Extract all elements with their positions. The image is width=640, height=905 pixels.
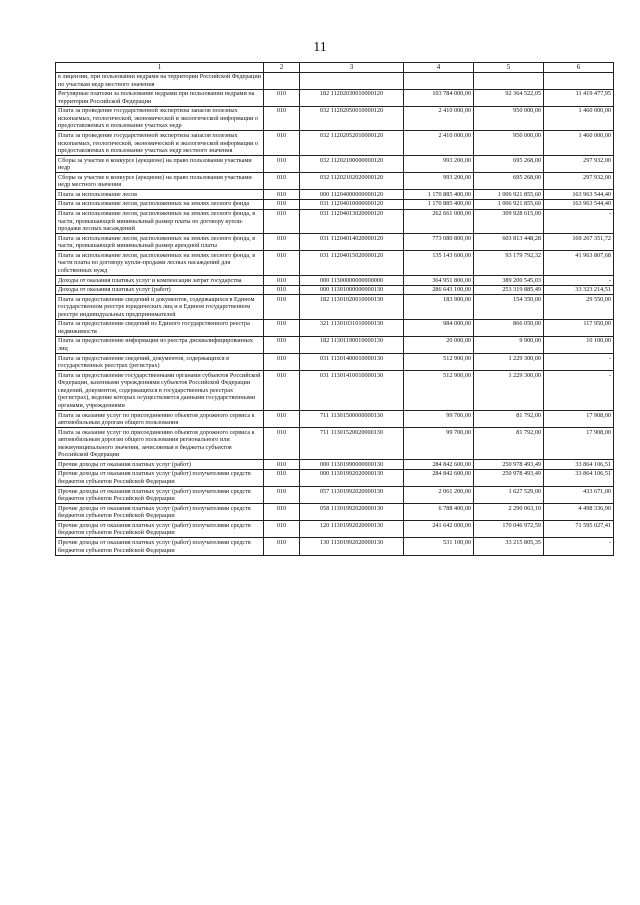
table-row	[56, 190, 614, 200]
table-row	[56, 428, 614, 460]
row-approved-cell: 99 700,00	[404, 428, 474, 460]
table-row	[56, 251, 614, 276]
row-line-code-cell: 010	[264, 295, 300, 320]
row-budget-code-cell: 182 11202030010000120	[300, 89, 404, 106]
row-line-code-cell: 010	[264, 106, 300, 131]
row-approved-cell: 2 061 200,00	[404, 487, 474, 504]
row-line-code-cell: 010	[264, 173, 300, 190]
row-unexecuted-cell: 71 595 027,41	[544, 521, 614, 538]
row-budget-code-cell: 182 11301020010000130	[300, 295, 404, 320]
row-name-cell: Доходы от оказания платных услуг и компенсации затрат государства	[56, 276, 264, 286]
row-approved-cell: 20 000,00	[404, 336, 474, 353]
row-budget-code-cell: 032 11202050010000120	[300, 106, 404, 131]
row-budget-code-cell: 130 11301992020000130	[300, 538, 404, 555]
row-name-cell: Сборы за участие в конкурсе (аукционе) на право пользования участками недр местного значения	[56, 173, 264, 190]
row-approved-cell: 183 900,00	[404, 295, 474, 320]
row-line-code-cell: 010	[264, 251, 300, 276]
row-name-cell: Плата за предоставление информации из реестра дисквалифицированных лиц	[56, 336, 264, 353]
row-name-cell: в лицензии, при пользовании недрами на территории Российской Федерации по участкам недр местного значения	[56, 72, 264, 89]
row-line-code-cell: 010	[264, 521, 300, 538]
row-unexecuted-cell: 33 864 106,51	[544, 469, 614, 486]
row-approved-cell: 512 900,00	[404, 371, 474, 411]
table-row	[56, 319, 614, 336]
row-budget-code-cell: 182 11301190010000130	[300, 336, 404, 353]
row-name-cell: Прочие доходы от оказания платных услуг (работ) получателями средств бюджетов субъектов Российской Федерации	[56, 487, 264, 504]
row-budget-code-cell: 031 11204014020000120	[300, 234, 404, 251]
row-name-cell: Плата за предоставление сведений из Единого государственного реестра недвижимости	[56, 319, 264, 336]
row-unexecuted-cell: 11 419 477,95	[544, 89, 614, 106]
row-approved-cell	[404, 72, 474, 89]
row-executed-cell: 1 229 300,00	[474, 371, 544, 411]
row-executed-cell: 33 215 805,35	[474, 538, 544, 555]
row-name-cell: Плата за использование лесов, расположенных на землях лесного фонда, в части платы по договору купли-продажи лесных насаждений для собственных нужд	[56, 251, 264, 276]
table-row	[56, 173, 614, 190]
table-row	[56, 371, 614, 411]
row-approved-cell: 2 410 000,00	[404, 106, 474, 131]
row-budget-code-cell: 321 11301031010000130	[300, 319, 404, 336]
row-name-cell: Плата за оказание услуг по присоединению объектов дорожного сервиса к автомобильным дорогам общего пользования	[56, 411, 264, 428]
row-name-cell: Плата за предоставление сведений, документов, содержащихся в государственных реестрах (регистрах)	[56, 354, 264, 371]
table-row	[56, 199, 614, 209]
row-line-code-cell: 010	[264, 460, 300, 470]
row-name-cell: Прочие доходы от оказания платных услуг (работ) получателями средств бюджетов субъектов Российской Федерации	[56, 538, 264, 555]
row-approved-cell: 512 900,00	[404, 354, 474, 371]
row-budget-code-cell: 057 11301992020000130	[300, 487, 404, 504]
table-row	[56, 336, 614, 353]
row-approved-cell: 135 143 600,00	[404, 251, 474, 276]
row-unexecuted-cell: 163 963 544,40	[544, 190, 614, 200]
row-executed-cell: 1 006 921 855,60	[474, 190, 544, 200]
row-budget-code-cell: 032 11202052010000120	[300, 131, 404, 156]
table-row	[56, 354, 614, 371]
row-approved-cell: 531 100,00	[404, 538, 474, 555]
table-row	[56, 234, 614, 251]
row-unexecuted-cell: 297 932,00	[544, 156, 614, 173]
row-executed-cell: 154 350,00	[474, 295, 544, 320]
row-approved-cell: 103 784 000,00	[404, 89, 474, 106]
row-approved-cell: 284 842 600,00	[404, 469, 474, 486]
table-row	[56, 285, 614, 295]
row-name-cell: Плата за проведение государственной экспертизы запасов полезных ископаемых, геологической, экономической и экологической информации о предоставляемых в пользование участках недр	[56, 106, 264, 131]
row-line-code-cell: 010	[264, 190, 300, 200]
row-executed-cell: 950 000,00	[474, 131, 544, 156]
row-executed-cell: 1 229 300,00	[474, 354, 544, 371]
row-unexecuted-cell: 163 963 544,40	[544, 199, 614, 209]
row-name-cell: Прочие доходы от оказания платных услуг (работ) получателями средств бюджетов субъектов Российской Федерации	[56, 521, 264, 538]
row-executed-cell: 2 290 063,10	[474, 504, 544, 521]
row-unexecuted-cell: -	[544, 538, 614, 555]
table-row	[56, 89, 614, 106]
row-executed-cell: 695 268,00	[474, 156, 544, 173]
row-approved-cell: 1 170 885 400,00	[404, 199, 474, 209]
column-header: 2	[264, 63, 300, 73]
row-budget-code-cell: 000 11301000000000130	[300, 285, 404, 295]
row-approved-cell: 284 842 600,00	[404, 460, 474, 470]
column-header: 4	[404, 63, 474, 73]
row-name-cell: Сборы за участие в конкурсе (аукционе) на право пользования участками недр	[56, 156, 264, 173]
row-approved-cell: 993 200,00	[404, 173, 474, 190]
row-line-code-cell: 010	[264, 487, 300, 504]
column-header: 3	[300, 63, 404, 73]
row-executed-cell: 250 978 493,49	[474, 469, 544, 486]
row-executed-cell: 950 000,00	[474, 106, 544, 131]
row-budget-code-cell: 031 11204013020000120	[300, 209, 404, 234]
row-name-cell: Прочие доходы от оказания платных услуг (работ) получателями средств бюджетов субъектов Российской Федерации	[56, 469, 264, 486]
table-row	[56, 131, 614, 156]
column-header: 1	[56, 63, 264, 73]
row-line-code-cell: 010	[264, 89, 300, 106]
row-line-code-cell: 010	[264, 354, 300, 371]
table-header-row	[56, 63, 614, 73]
row-budget-code-cell: 000 11300000000000000	[300, 276, 404, 286]
column-header: 6	[544, 63, 614, 73]
row-approved-cell: 262 661 000,00	[404, 209, 474, 234]
row-unexecuted-cell: 169 267 351,72	[544, 234, 614, 251]
row-name-cell: Прочие доходы от оказания платных услуг (работ) получателями средств бюджетов субъектов Российской Федерации	[56, 504, 264, 521]
row-executed-cell: 1 006 921 855,60	[474, 199, 544, 209]
row-executed-cell: 81 792,00	[474, 411, 544, 428]
table-row	[56, 538, 614, 555]
row-approved-cell: 286 643 100,00	[404, 285, 474, 295]
row-approved-cell: 2 410 000,00	[404, 131, 474, 156]
row-line-code-cell: 010	[264, 411, 300, 428]
row-unexecuted-cell: -	[544, 276, 614, 286]
row-budget-code-cell: 120 11301992020000130	[300, 521, 404, 538]
row-line-code-cell: 010	[264, 538, 300, 555]
row-budget-code-cell: 000 11301990000000130	[300, 460, 404, 470]
row-approved-cell: 364 951 800,00	[404, 276, 474, 286]
row-budget-code-cell: 031 11204010000000120	[300, 199, 404, 209]
row-budget-code-cell: 000 11204000000000120	[300, 190, 404, 200]
row-approved-cell: 773 080 800,00	[404, 234, 474, 251]
row-line-code-cell: 010	[264, 234, 300, 251]
row-line-code-cell: 010	[264, 131, 300, 156]
row-unexecuted-cell: 1 460 000,00	[544, 106, 614, 131]
row-line-code-cell: 010	[264, 276, 300, 286]
row-line-code-cell: 010	[264, 209, 300, 234]
row-executed-cell	[474, 72, 544, 89]
row-executed-cell: 603 813 448,28	[474, 234, 544, 251]
row-unexecuted-cell: -	[544, 209, 614, 234]
table-row	[56, 504, 614, 521]
row-line-code-cell: 010	[264, 504, 300, 521]
row-unexecuted-cell: -	[544, 354, 614, 371]
row-approved-cell: 984 000,00	[404, 319, 474, 336]
table-row	[56, 460, 614, 470]
table-row	[56, 469, 614, 486]
row-executed-cell: 93 179 792,32	[474, 251, 544, 276]
row-line-code-cell: 010	[264, 469, 300, 486]
row-name-cell: Регулярные платежи за пользование недрами при пользовании недрами на территории Российской Федерации	[56, 89, 264, 106]
row-approved-cell: 241 642 000,00	[404, 521, 474, 538]
row-unexecuted-cell: 117 950,00	[544, 319, 614, 336]
row-unexecuted-cell: 297 932,00	[544, 173, 614, 190]
row-name-cell: Плата за предоставление государственными органами субъектов Российской Федерации, казенными учреждениями субъектов Российской Федерации сведений, документов, содержащихся в государственных реестрах (регистрах), ведение которых осуществляется данными государственными органами, учреждениями	[56, 371, 264, 411]
row-budget-code-cell: 031 11301400010000130	[300, 354, 404, 371]
row-approved-cell: 1 170 885 400,00	[404, 190, 474, 200]
row-budget-code-cell: 711 11301520020000130	[300, 428, 404, 460]
row-executed-cell: 170 046 972,59	[474, 521, 544, 538]
row-line-code-cell: 010	[264, 285, 300, 295]
row-line-code-cell: 010	[264, 319, 300, 336]
row-budget-code-cell: 031 11301410010000130	[300, 371, 404, 411]
row-name-cell: Плата за использование лесов	[56, 190, 264, 200]
row-executed-cell: 389 200 545,03	[474, 276, 544, 286]
row-unexecuted-cell: 33 864 106,51	[544, 460, 614, 470]
table-row	[56, 411, 614, 428]
row-line-code-cell: 010	[264, 371, 300, 411]
row-name-cell: Плата за проведение государственной экспертизы запасов полезных ископаемых, геологической, экономической и экологической информации о предоставляемых в пользование участках недр местного значения	[56, 131, 264, 156]
row-executed-cell: 9 900,00	[474, 336, 544, 353]
row-executed-cell: 1 627 529,00	[474, 487, 544, 504]
row-executed-cell: 253 319 885,49	[474, 285, 544, 295]
row-line-code-cell: 010	[264, 199, 300, 209]
row-name-cell: Плата за использование лесов, расположенных на землях лесного фонда	[56, 199, 264, 209]
table-body	[56, 72, 614, 555]
row-name-cell: Плата за использование лесов, расположенных на землях лесного фонда, в части, превышающей минимальный размер арендной платы	[56, 234, 264, 251]
row-budget-code-cell: 032 11202100000000120	[300, 156, 404, 173]
row-unexecuted-cell: 41 963 807,68	[544, 251, 614, 276]
table-row	[56, 295, 614, 320]
row-line-code-cell: 010	[264, 428, 300, 460]
page-number: 11	[313, 40, 327, 55]
table-row	[56, 487, 614, 504]
row-executed-cell: 81 792,00	[474, 428, 544, 460]
row-name-cell: Доходы от оказания платных услуг (работ)	[56, 285, 264, 295]
row-budget-code-cell	[300, 72, 404, 89]
row-approved-cell: 6 788 400,00	[404, 504, 474, 521]
table-row	[56, 521, 614, 538]
row-executed-cell: 695 268,00	[474, 173, 544, 190]
row-unexecuted-cell: 1 460 000,00	[544, 131, 614, 156]
row-unexecuted-cell: 10 100,00	[544, 336, 614, 353]
revenue-table	[55, 62, 614, 556]
row-unexecuted-cell: 433 671,00	[544, 487, 614, 504]
row-line-code-cell	[264, 72, 300, 89]
table-row	[56, 156, 614, 173]
row-unexecuted-cell: 4 498 336,90	[544, 504, 614, 521]
row-name-cell: Плата за предоставление сведений и документов, содержащихся в Едином государственном реестре юридических лиц и в Едином государственном реестре индивидуальных предпринимателей	[56, 295, 264, 320]
row-budget-code-cell: 711 11301500000000130	[300, 411, 404, 428]
row-unexecuted-cell	[544, 72, 614, 89]
row-executed-cell: 92 364 522,05	[474, 89, 544, 106]
row-approved-cell: 99 700,00	[404, 411, 474, 428]
row-name-cell: Плата за использование лесов, расположенных на землях лесного фонда, в части, превышающей минимальный размер платы по договору купли-продажи лесных насаждений	[56, 209, 264, 234]
row-unexecuted-cell: -	[544, 371, 614, 411]
row-budget-code-cell: 000 11301992020000130	[300, 469, 404, 486]
table-row	[56, 209, 614, 234]
row-unexecuted-cell: 33 323 214,51	[544, 285, 614, 295]
row-approved-cell: 993 200,00	[404, 156, 474, 173]
row-executed-cell: 250 978 493,49	[474, 460, 544, 470]
row-unexecuted-cell: 17 908,00	[544, 428, 614, 460]
row-unexecuted-cell: 17 908,00	[544, 411, 614, 428]
row-unexecuted-cell: 29 550,00	[544, 295, 614, 320]
row-line-code-cell: 010	[264, 156, 300, 173]
table-row	[56, 276, 614, 286]
row-budget-code-cell: 058 11301992020000130	[300, 504, 404, 521]
row-name-cell: Плата за оказание услуг по присоединению объектов дорожного сервиса к автомобильным дорогам общего пользования регионального или межмуниципального значения, зачисляемая в бюджеты субъектов Российской Федерации	[56, 428, 264, 460]
row-name-cell: Прочие доходы от оказания платных услуг (работ)	[56, 460, 264, 470]
row-executed-cell: 866 050,00	[474, 319, 544, 336]
row-executed-cell: 309 928 615,00	[474, 209, 544, 234]
row-line-code-cell: 010	[264, 336, 300, 353]
table-row	[56, 106, 614, 131]
row-budget-code-cell: 032 11202102020000120	[300, 173, 404, 190]
table-row	[56, 72, 614, 89]
row-budget-code-cell: 031 11204015020000120	[300, 251, 404, 276]
column-header: 5	[474, 63, 544, 73]
